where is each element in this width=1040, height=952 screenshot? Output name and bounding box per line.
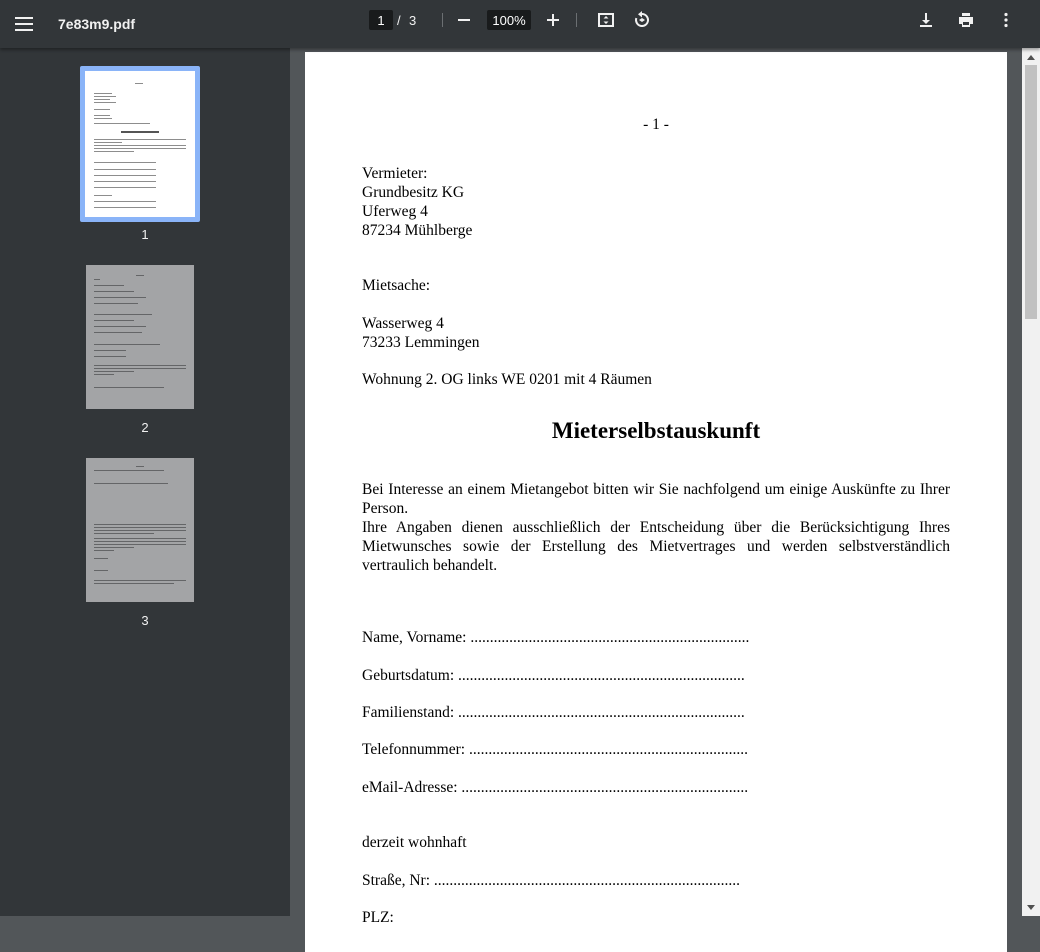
zoom-out-button[interactable]: [448, 4, 480, 36]
field-email: eMail-Adresse: ..........................................................................: [362, 779, 749, 796]
fit-to-page-icon: [596, 10, 616, 30]
property-label: Mietsache:: [362, 277, 431, 294]
rotate-icon: [632, 10, 652, 30]
landlord-street: Uferweg 4: [362, 203, 428, 220]
landlord-name: Grundbesitz KG: [362, 184, 465, 201]
zoom-in-button[interactable]: [537, 4, 569, 36]
intro-sentence-2: Ihre Angaben dienen ausschließlich der Entscheidung über die Berücksichtigung Ihres Mietwunsches sowie der Erstellung des Mietvertrages und werden selbstverständlich vertraulich behandelt.: [362, 519, 950, 574]
landlord-label: Vermieter:: [362, 165, 428, 182]
print-button[interactable]: [950, 4, 982, 36]
scrollbar-thumb[interactable]: [1025, 65, 1037, 319]
scroll-up-arrow[interactable]: [1022, 50, 1040, 64]
residence-label: derzeit wohnhaft: [362, 834, 467, 851]
document-heading: Mieterselbstauskunft: [551, 418, 761, 443]
page-thumbnail-1[interactable]: [85, 71, 195, 217]
thumbnail-label-3: 3: [141, 613, 149, 628]
field-birthdate: Geburtsdatum: ..........................................................................: [362, 667, 745, 684]
intro-paragraph: [362, 480, 950, 575]
arrow-down-icon: [1027, 905, 1035, 910]
page-total: 3: [409, 12, 417, 28]
field-name: Name, Vorname: ........................................................................: [362, 629, 750, 646]
more-vert-icon: [996, 10, 1016, 30]
document-viewer[interactable]: [290, 48, 1022, 926]
property-city: 73233 Lemmingen: [362, 334, 480, 351]
property-street: Wasserweg 4: [362, 315, 444, 332]
print-icon: [956, 10, 976, 30]
field-zip: PLZ:: [362, 909, 394, 926]
more-actions-button[interactable]: [990, 4, 1022, 36]
plus-icon: [543, 10, 563, 30]
toolbar-divider: [576, 13, 577, 27]
zoom-input[interactable]: 100%: [487, 10, 531, 30]
download-button[interactable]: [910, 4, 942, 36]
menu-icon: [15, 17, 33, 31]
page-number-input[interactable]: 1: [369, 10, 393, 30]
field-street: Straße, Nr: ...............................................................................: [362, 872, 741, 889]
page-thumbnail-2[interactable]: [86, 265, 194, 409]
toolbar: [0, 0, 1040, 48]
arrow-up-icon: [1027, 55, 1035, 60]
thumbnail-label-2: 2: [141, 420, 149, 435]
thumbnail-sidebar: [0, 48, 290, 916]
toolbar-divider: [442, 13, 443, 27]
page-number-text: - 1 -: [643, 116, 669, 133]
field-phone: Telefonnummer: ........................................................................: [362, 741, 748, 758]
download-icon: [916, 10, 936, 30]
fit-page-button[interactable]: [590, 4, 622, 36]
scroll-down-arrow[interactable]: [1022, 900, 1040, 914]
page-thumbnail-3[interactable]: [86, 458, 194, 602]
rotate-button[interactable]: [626, 4, 658, 36]
apartment-description: Wohnung 2. OG links WE 0201 mit 4 Räumen: [362, 371, 652, 388]
minus-icon: [454, 10, 474, 30]
menu-button[interactable]: [8, 0, 40, 48]
document-title: 7e83m9.pdf: [58, 16, 136, 32]
page-separator: /: [397, 12, 401, 28]
intro-sentence-1: Bei Interesse an einem Mietangebot bitten wir Sie nachfolgend um einige Auskünfte zu Ihrer Person.: [362, 481, 950, 517]
field-marital-status: Familienstand: ..........................................................................: [362, 704, 745, 721]
thumbnail-label-1: 1: [141, 227, 149, 242]
vertical-scrollbar[interactable]: [1022, 48, 1040, 916]
landlord-city: 87234 Mühlberge: [362, 222, 473, 239]
pdf-page-1: [305, 52, 1007, 952]
